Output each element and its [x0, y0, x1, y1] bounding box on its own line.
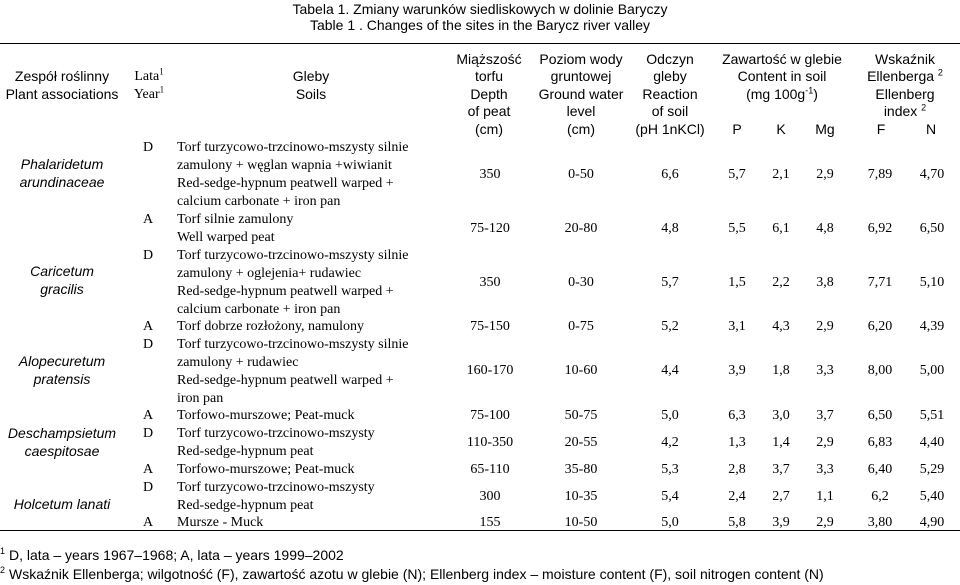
header-water-unit: (cm)	[567, 121, 595, 137]
cell-depth: 75-100	[470, 408, 510, 423]
cell-k: 2,1	[772, 167, 790, 182]
cell-n: 4,39	[919, 319, 945, 334]
row-year: A	[142, 408, 154, 423]
header-index-4: index $^2$	[883, 102, 927, 119]
cell-k: 2,7	[772, 489, 790, 504]
cell-n: 4,70	[919, 167, 945, 182]
row-soil-line: zamulony + węglan wapnia +wiwianit	[177, 158, 392, 173]
header-depth-4: of peat	[467, 103, 511, 119]
header-reaction-3: Reaction	[642, 86, 698, 102]
cell-p: 1,5	[728, 275, 746, 290]
row-soil-line: Red-sedge-hypnum peat	[177, 444, 314, 459]
row-year: D	[142, 248, 154, 263]
cell-depth: 300	[479, 489, 501, 504]
assoc-deschampsietum-1: Deschampsietum	[7, 425, 117, 441]
cell-reaction: 4,4	[661, 363, 679, 378]
subheader-f: F	[876, 121, 886, 137]
cell-mg: 3,3	[816, 462, 834, 477]
cell-f: 8,00	[867, 363, 893, 378]
row-soil-line: zamulony + oglejenia+ rudawiec	[177, 266, 362, 281]
header-water-1: Poziom wody	[539, 51, 623, 67]
cell-mg: 2,9	[816, 167, 834, 182]
cell-p: 1,3	[728, 435, 746, 450]
header-depth-unit: (cm)	[475, 121, 503, 137]
cell-mg: 3,7	[816, 408, 834, 423]
header-index-1: Wskaźnik	[875, 51, 935, 67]
row-year: A	[142, 462, 154, 477]
header-assoc-en: Plant associations	[5, 86, 119, 102]
cell-depth: 75-120	[470, 221, 510, 236]
header-soils-pl: Gleby	[292, 68, 330, 84]
subheader-k: K	[776, 121, 786, 137]
cell-reaction: 5,0	[661, 515, 679, 530]
cell-reaction: 4,8	[661, 221, 679, 236]
cell-mg: 2,9	[816, 319, 834, 334]
header-reaction-4: of soil	[651, 103, 689, 119]
cell-f: 6,92	[867, 221, 893, 236]
cell-mg: 3,8	[816, 275, 834, 290]
row-soil-line: Torfowo-murszowe; Peat-muck	[177, 408, 355, 423]
cell-reaction: 5,2	[661, 319, 679, 334]
header-depth-1: Miąższość	[456, 51, 522, 67]
row-soil-line: Torf turzycowo-trzcinowo-mszysty silnie	[177, 248, 409, 263]
cell-depth: 75-150	[470, 319, 510, 334]
row-soil-line: Torfowo-murszowe; Peat-muck	[177, 462, 355, 477]
cell-n: 5,29	[919, 462, 945, 477]
cell-f: 6,83	[867, 435, 893, 450]
cell-k: 1,8	[772, 363, 790, 378]
row-year: D	[142, 337, 154, 352]
cell-k: 4,3	[772, 319, 790, 334]
cell-f: 3,80	[867, 515, 893, 530]
row-soil-line: Torf turzycowo-trzcinowo-mszysty	[177, 426, 375, 441]
header-soils-en: Soils	[295, 86, 327, 102]
header-reaction-2: gleby	[653, 68, 687, 84]
row-soil-line: Red-sedge-hypnum peatwell warped +	[177, 373, 394, 388]
cell-depth: 110-350	[466, 435, 514, 450]
cell-water: 20-80	[564, 221, 598, 236]
row-soil-line: Torf turzycowo-trzcinowo-mszysty silnie	[177, 140, 409, 155]
cell-p: 6,3	[728, 408, 746, 423]
cell-depth: 350	[479, 167, 501, 182]
subheader-n: N	[925, 121, 937, 137]
assoc-holcetum: Holcetum lanati	[13, 496, 111, 512]
cell-n: 4,90	[919, 515, 945, 530]
subheader-mg: Mg	[815, 121, 835, 137]
row-soil-line: Mursze - Muck	[177, 515, 264, 530]
row-year: A	[142, 515, 154, 530]
cell-mg: 1,1	[816, 489, 834, 504]
cell-water: 20-55	[564, 435, 598, 450]
subheader-p: P	[732, 121, 742, 137]
row-soil-line: Red-sedge-hypnum peatwell warped +	[177, 176, 394, 191]
header-water-3: Ground water	[538, 86, 624, 102]
cell-k: 6,1	[772, 221, 790, 236]
cell-n: 4,40	[919, 435, 945, 450]
cell-mg: 2,9	[816, 435, 834, 450]
header-water-4: level	[566, 103, 596, 119]
cell-f: 6,50	[867, 408, 893, 423]
cell-f: 6,40	[867, 462, 893, 477]
header-content-en: Content in soil	[737, 68, 827, 84]
cell-p: 5,7	[728, 167, 746, 182]
cell-p: 3,9	[728, 363, 746, 378]
cell-mg: 4,8	[816, 221, 834, 236]
assoc-caricetum-1: Caricetum	[30, 263, 94, 279]
header-year-pl: Lata$^1$	[134, 66, 164, 84]
cell-k: 2,2	[772, 275, 790, 290]
row-soil-line: Torf turzycowo-trzcinowo-mszysty	[177, 480, 375, 495]
header-assoc-pl: Zespół roślinny	[14, 68, 110, 84]
cell-water: 0-50	[568, 167, 594, 182]
header-reaction-1: Odczyn	[646, 51, 694, 67]
cell-k: 3,7	[772, 462, 790, 477]
cell-k: 3,9	[772, 515, 790, 530]
cell-k: 3,0	[772, 408, 790, 423]
row-soil-line: Well warped peat	[177, 230, 275, 245]
cell-f: 7,89	[867, 167, 893, 182]
assoc-deschampsietum-2: caespitosae	[24, 443, 100, 459]
cell-water: 10-60	[564, 363, 598, 378]
assoc-phalaridetum-2: arundinaceae	[19, 174, 105, 190]
header-content-pl: Zawartość w glebie	[722, 51, 842, 67]
cell-water: 10-35	[564, 489, 598, 504]
cell-reaction: 5,7	[661, 275, 679, 290]
cell-p: 5,5	[728, 221, 746, 236]
cell-reaction: 5,0	[661, 408, 679, 423]
cell-p: 2,8	[728, 462, 746, 477]
footnote-2: $^2$ Wskaźnik Ellenberga; wilgotność (F), zawartość azotu w glebie (N); Ellenberg index – moisture content (F), soil nitrogen content (N)	[0, 565, 824, 582]
cell-reaction: 6,6	[661, 167, 679, 182]
cell-n: 5,51	[919, 408, 945, 423]
cell-n: 5,40	[919, 489, 945, 504]
cell-water: 0-30	[568, 275, 594, 290]
assoc-caricetum-2: gracilis	[40, 281, 84, 297]
assoc-alopecuretum-2: pratensis	[33, 371, 91, 387]
row-year: A	[142, 212, 154, 227]
cell-n: 5,00	[919, 363, 945, 378]
cell-depth: 160-170	[466, 363, 514, 378]
row-soil-line: calcium carbonate + iron pan	[177, 302, 341, 317]
header-reaction-unit: (pH 1nKCl)	[635, 121, 705, 137]
cell-f: 7,71	[867, 275, 893, 290]
header-index-2: Ellenberga $^2$	[867, 67, 943, 84]
header-index-3: Ellenberg	[875, 86, 935, 102]
cell-p: 3,1	[728, 319, 746, 334]
table-top-rule	[0, 43, 960, 44]
cell-n: 6,50	[919, 221, 945, 236]
cell-n: 5,10	[919, 275, 945, 290]
cell-mg: 3,3	[816, 363, 834, 378]
footnote-1: $^1$ D, lata – years 1967–1968; A, lata – years 1999–2002	[0, 546, 344, 563]
cell-p: 2,4	[728, 489, 746, 504]
cell-depth: 350	[479, 275, 501, 290]
cell-depth: 155	[479, 515, 501, 530]
row-soil-line: Torf turzycowo-trzcinowo-mszysty silnie	[177, 337, 409, 352]
row-soil-line: Torf dobrze rozłożony, namulony	[177, 319, 365, 334]
cell-water: 50-75	[564, 408, 598, 423]
row-soil-line: zamulony + rudawiec	[177, 355, 299, 370]
row-soil-line: iron pan	[177, 391, 224, 406]
cell-f: 6,20	[867, 319, 893, 334]
header-depth-3: Depth	[470, 86, 508, 102]
cell-reaction: 4,2	[661, 435, 679, 450]
cell-f: 6,2	[871, 489, 889, 504]
table-title-pl: Tabela 1. Zmiany warunków siedliskowych w dolinie Baryczy	[292, 1, 668, 17]
header-year-en: Year$^1$	[133, 84, 165, 102]
cell-reaction: 5,3	[661, 462, 679, 477]
header-water-2: gruntowej	[550, 68, 612, 84]
cell-mg: 2,9	[816, 515, 834, 530]
row-year: D	[142, 140, 154, 155]
row-soil-line: calcium carbonate + iron pan	[177, 194, 341, 209]
row-soil-line: Torf silnie zamulony	[177, 212, 294, 227]
table-title-en: Table 1 . Changes of the sites in the Barycz river valley	[309, 17, 651, 33]
row-year: A	[142, 319, 154, 334]
cell-k: 1,4	[772, 435, 790, 450]
assoc-alopecuretum-1: Alopecuretum	[18, 353, 106, 369]
row-year: D	[142, 480, 154, 495]
cell-p: 5,8	[728, 515, 746, 530]
header-content-unit: (mg $100g^{-1}$)	[746, 85, 818, 102]
cell-reaction: 5,4	[661, 489, 679, 504]
cell-depth: 65-110	[470, 462, 510, 477]
row-soil-line: Red-sedge-hypnum peat	[177, 498, 314, 513]
row-year: D	[142, 426, 154, 441]
cell-water: 0-75	[568, 319, 594, 334]
cell-water: 10-50	[564, 515, 598, 530]
assoc-phalaridetum-1: Phalaridetum	[20, 156, 104, 172]
header-depth-2: torfu	[474, 68, 503, 84]
cell-water: 35-80	[564, 462, 598, 477]
row-soil-line: Red-sedge-hypnum peatwell warped +	[177, 284, 394, 299]
